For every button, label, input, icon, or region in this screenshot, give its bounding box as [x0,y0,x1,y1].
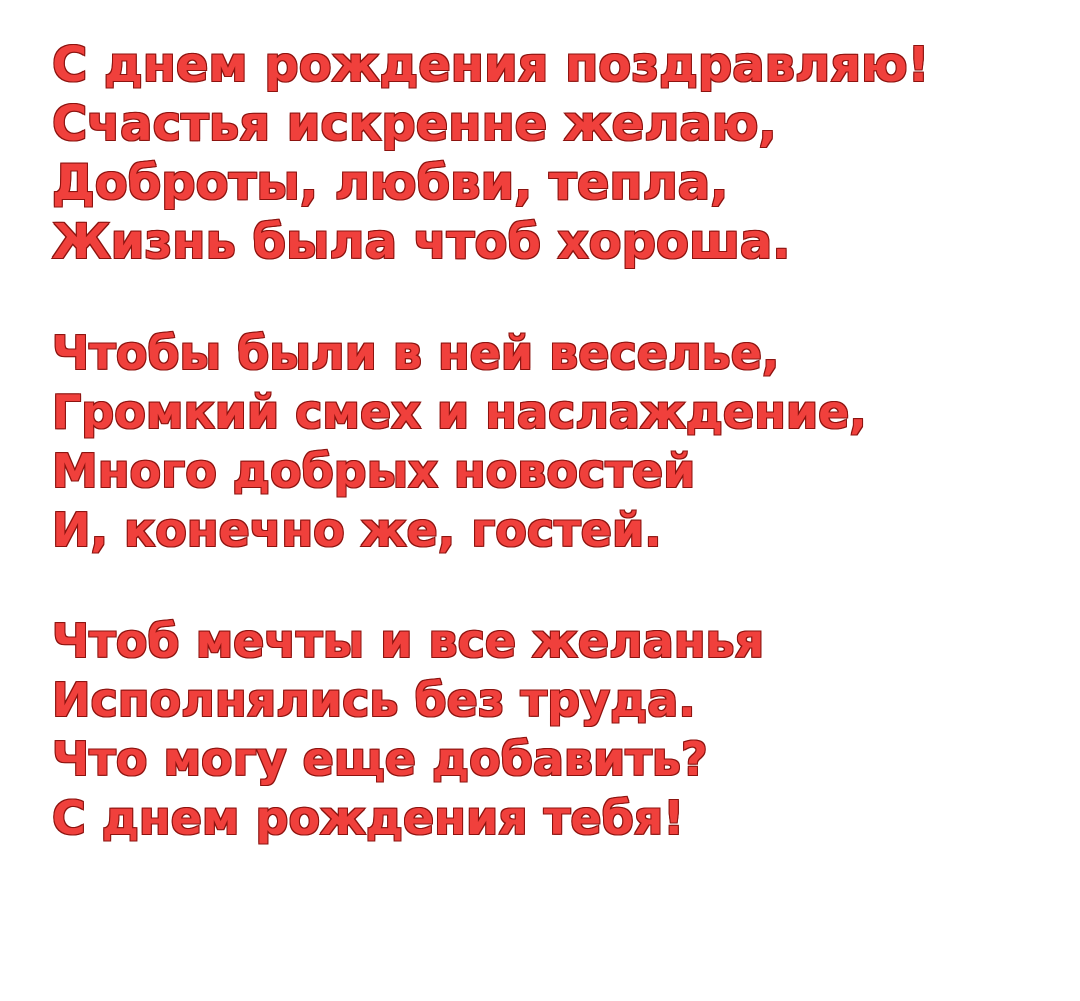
poem-stanza [52,324,1040,560]
poem-line: Доброты, любви, тепла, [52,155,729,211]
poem-line: Исполнялись без труда. [52,673,696,727]
poem-line: Много добрых новостей [52,444,696,498]
poem-line: И, конечно же, гостей. [52,503,662,557]
poem-line: Чтобы были в ней веселье, [52,326,780,380]
poem-line: Что могу еще добавить? [52,732,708,786]
poem-line: Жизнь была чтоб хороша. [52,214,791,270]
poem-line: Громкий смех и наслаждение, [52,385,867,439]
poem-line: С днем рождения поздравляю! [52,37,930,93]
poem-line: Чтоб мечты и все желанья [52,614,765,668]
poem-stanza [52,612,1040,848]
poem-line: Счастья искренне желаю, [52,96,777,152]
poem-stanza [52,36,1040,272]
poem-line: С днем рождения тебя! [52,791,685,845]
